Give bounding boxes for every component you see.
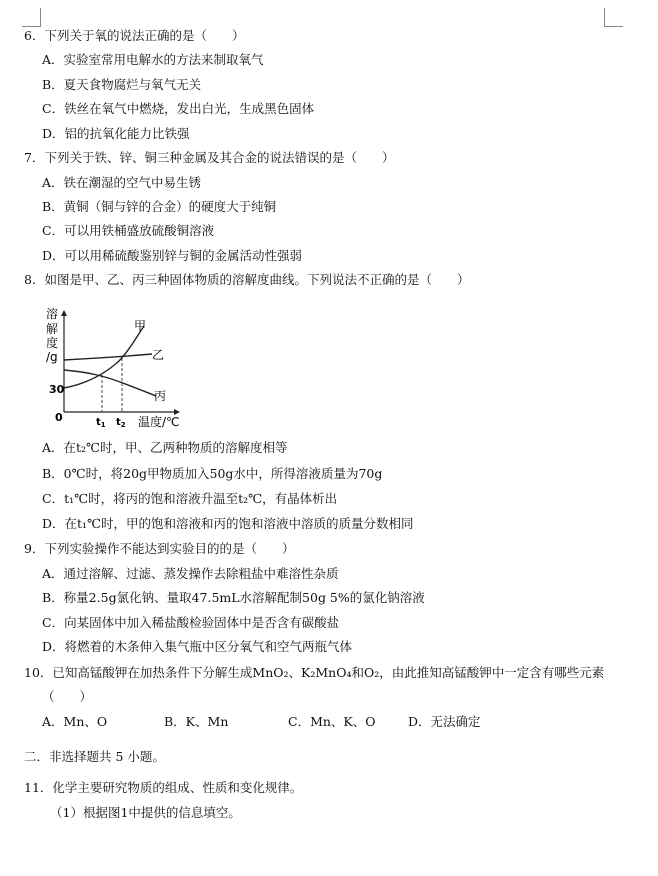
section-2-heading: 二．非选择题共 5 小题。 (24, 749, 165, 764)
question-11-sub-1: （1）根据图1中提供的信息填空。 (50, 805, 241, 820)
question-10-option-c: C．Mn、K、O (288, 714, 376, 729)
x-axis-label: 温度/℃ (138, 415, 180, 429)
question-10-answer-blank: （ ） (42, 689, 93, 704)
series-line-yi (64, 354, 152, 360)
y-axis-label-char-1: 溶 (46, 307, 59, 321)
question-7-option-c: C．可以用铁桶盛放硫酸铜溶液 (42, 223, 215, 238)
question-9-option-a: A．通过溶解、过滤、蒸发操作去除粗盐中难溶性杂质 (42, 566, 339, 581)
y-axis-label-char-2: 解 (46, 322, 59, 336)
series-label-jia: 甲 (134, 319, 147, 333)
question-9-option-c: C．向某固体中加入稀盐酸检验固体中是否含有碳酸盐 (42, 615, 340, 630)
page-corner-mark-left (22, 8, 41, 27)
question-9-option-b: B．称量2.5g氯化钠、量取47.5mL水溶解配制50g 5%的氯化钠溶液 (42, 590, 425, 605)
page-corner-mark-right (604, 8, 623, 27)
question-8-option-a: A．在t₂℃时，甲、乙两种物质的溶解度相等 (42, 440, 288, 455)
question-6-option-d: D．铝的抗氧化能力比铁强 (42, 126, 190, 141)
series-line-bing (64, 370, 156, 396)
question-7-option-d: D．可以用稀硫酸鉴别锌与铜的金属活动性强弱 (42, 248, 303, 263)
question-9-option-d: D．将燃着的木条伸入集气瓶中区分氧气和空气两瓶气体 (42, 639, 353, 654)
question-8-option-d: D．在t₁℃时，甲的饱和溶液和丙的饱和溶液中溶质的质量分数相同 (42, 516, 414, 531)
question-7-option-a: A．铁在潮湿的空气中易生锈 (42, 175, 202, 190)
question-10-option-d: D．无法确定 (408, 714, 481, 729)
y-tick-label-30: 30 (49, 383, 65, 396)
origin-label: 0 (55, 411, 63, 424)
question-10-option-b: B．K、Mn (164, 714, 229, 729)
question-6-option-c: C．铁丝在氧气中燃烧，发出白光，生成黑色固体 (42, 101, 315, 116)
y-axis-label-char-3: 度 (46, 336, 59, 350)
question-8-option-b: B．0℃时，将20g甲物质加入50g水中，所得溶液质量为70g (42, 466, 383, 481)
x-tick-label-t1: $t_1$ (96, 417, 106, 429)
question-9-stem: 9．下列实验操作不能达到实验目的的是（ ） (24, 541, 295, 556)
question-10-stem: 10．已知高锰酸钾在加热条件下分解生成MnO₂、K₂MnO₄和O₂，由此推知高锰酸钾中一定含有哪些元素 (24, 665, 605, 680)
question-8-stem: 8．如图是甲、乙、丙三种固体物质的溶解度曲线。下列说法不正确的是（ ） (24, 272, 470, 287)
question-6-option-b: B．夏天食物腐烂与氧气无关 (42, 77, 202, 92)
solubility-curve-chart (40, 300, 200, 432)
question-6-stem: 6．下列关于氧的说法正确的是（ ） (24, 28, 245, 43)
question-7-option-b: B．黄铜（铜与锌的合金）的硬度大于纯铜 (42, 199, 277, 214)
y-axis-arrow-icon (61, 310, 67, 316)
question-11-stem: 11．化学主要研究物质的组成、性质和变化规律。 (24, 780, 303, 795)
question-7-stem: 7．下列关于铁、锌、铜三种金属及其合金的说法错误的是（ ） (24, 150, 395, 165)
x-tick-label-t2: $t_2$ (116, 417, 126, 429)
y-axis-label (46, 306, 58, 364)
y-axis-label-char-4: /g (46, 350, 58, 364)
question-6-option-a: A．实验室常用电解水的方法来制取氧气 (42, 52, 264, 67)
question-8-option-c: C．t₁℃时，将丙的饱和溶液升温至t₂℃，有晶体析出 (42, 491, 338, 506)
series-label-yi: 乙 (152, 348, 165, 362)
question-10-option-a: A．Mn、O (42, 714, 108, 729)
series-label-bing: 丙 (154, 389, 167, 403)
question-10-options-row (42, 714, 602, 730)
